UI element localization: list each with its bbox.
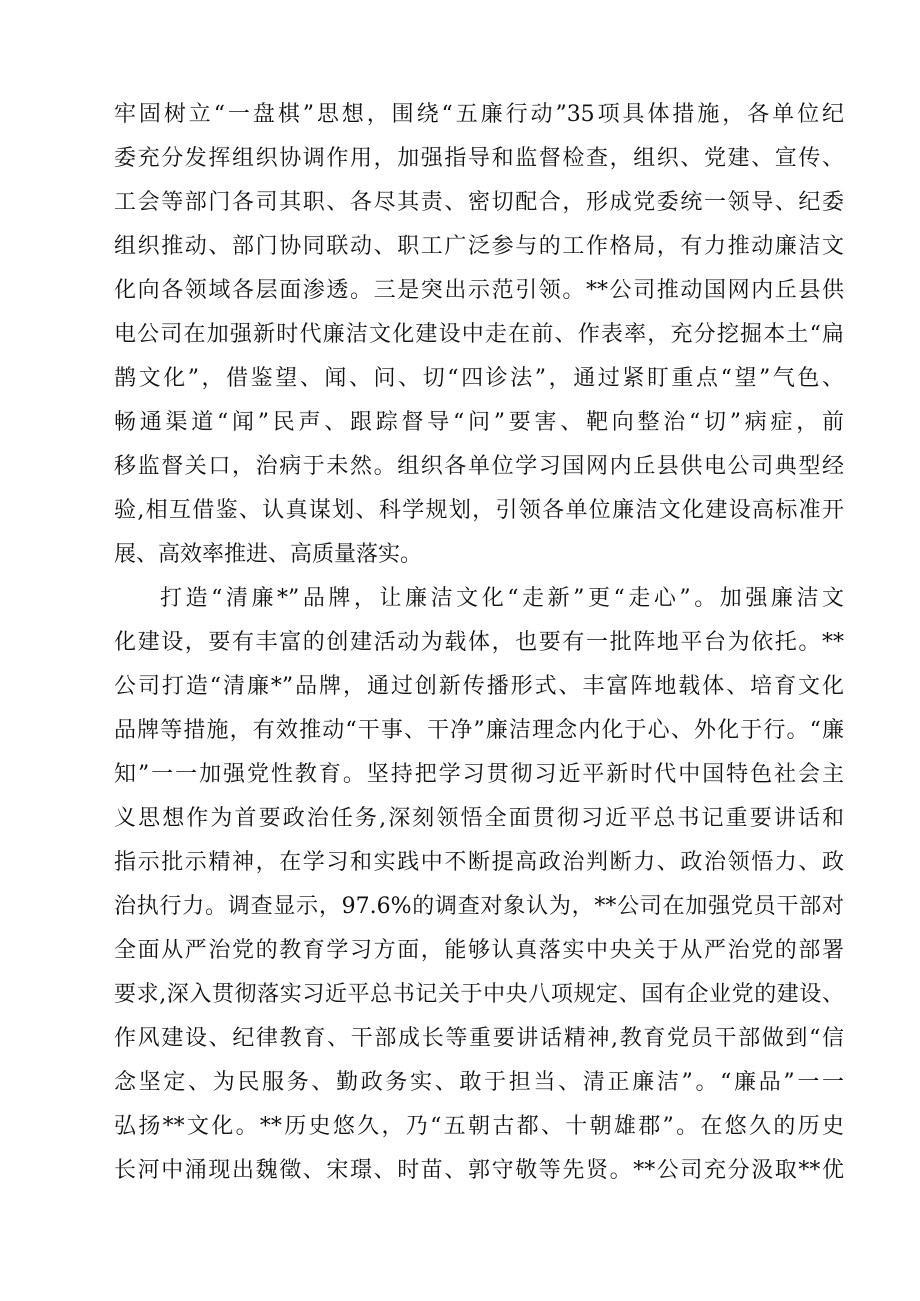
text-line: 工会等部门各司其职、各尽其责、密切配合，形成党委统一领导、纪委 — [114, 190, 844, 215]
text-line: 电公司在加强新时代廉洁文化建设中走在前、作表率，充分挖掘本土“扁 — [114, 322, 844, 347]
text-line: 化建设，要有丰富的创建活动为载体，也要有一批阵地平台为依托。** — [114, 630, 844, 655]
text-line: 知”一一加强党性教育。坚持把学习贯彻习近平新时代中国特色社会主 — [114, 762, 844, 787]
text-line: 化向各领域各层面渗透。三是突出示范引领。**公司推动国网内丘县供 — [114, 278, 844, 303]
text-line: 弘扬**文化。**历史悠久，乃“五朝古都、十朝雄郡”。在悠久的历史 — [114, 1114, 844, 1139]
text-line: 义思想作为首要政治任务,深刻领悟全面贯彻习近平总书记重要讲话和 — [114, 806, 844, 831]
text-line: 组织推动、部门协同联动、职工广泛参与的工作格局，有力推动廉洁文 — [114, 234, 844, 259]
text-line: 委充分发挥组织协调作用，加强指导和监督检查，组织、党建、宣传、 — [114, 146, 844, 171]
text-line: 展、高效率推进、高质量落实。 — [114, 542, 423, 567]
text-line: 验,相互借鉴、认真谋划、科学规划，引领各单位廉洁文化建设高标准开 — [114, 498, 844, 523]
text-line: 全面从严治党的教育学习方面，能够认真落实中央关于从严治党的部署 — [114, 938, 844, 963]
text-line: 鹊文化”，借鉴望、闻、问、切“四诊法”，通过紧盯重点“望”气色、 — [114, 366, 844, 391]
text-line: 指示批示精神，在学习和实践中不断提高政治判断力、政治领悟力、政 — [114, 850, 844, 875]
text-line: 念坚定、为民服务、勤政务实、敢于担当、清正廉洁”。“廉品”一一 — [114, 1070, 844, 1095]
text-line: 移监督关口，治病于未然。组织各单位学习国网内丘县供电公司典型经 — [114, 454, 844, 479]
text-line: 畅通渠道“闻”民声、跟踪督导“问”要害、靶向整治“切”病症，前 — [114, 410, 844, 435]
text-line: 作风建设、纪律教育、干部成长等重要讲话精神,教育党员干部做到“信 — [114, 1026, 844, 1051]
text-line: 长河中涌现出魏徵、宋璟、时苗、郭守敬等先贤。**公司充分汲取**优 — [114, 1158, 844, 1183]
text-line: 要求,深入贯彻落实习近平总书记关于中央八项规定、国有企业党的建设、 — [114, 982, 844, 1007]
text-line: 公司打造“清廉*”品牌，通过创新传播形式、丰富阵地载体、培育文化 — [114, 674, 844, 699]
text-line: 牢固树立“一盘棋”思想，围绕“五廉行动”35项具体措施，各单位纪 — [114, 102, 844, 127]
text-line: 治执行力。调查显示，97.6%的调查对象认为，**公司在加强党员干部对 — [114, 894, 844, 919]
paragraph-first-line: 打造“清廉*”品牌，让廉洁文化“走新”更“走心”。加强廉洁文 — [160, 586, 844, 611]
text-line: 品牌等措施，有效推动“干事、干净”廉洁理念内化于心、外化于行。“廉 — [114, 718, 844, 743]
